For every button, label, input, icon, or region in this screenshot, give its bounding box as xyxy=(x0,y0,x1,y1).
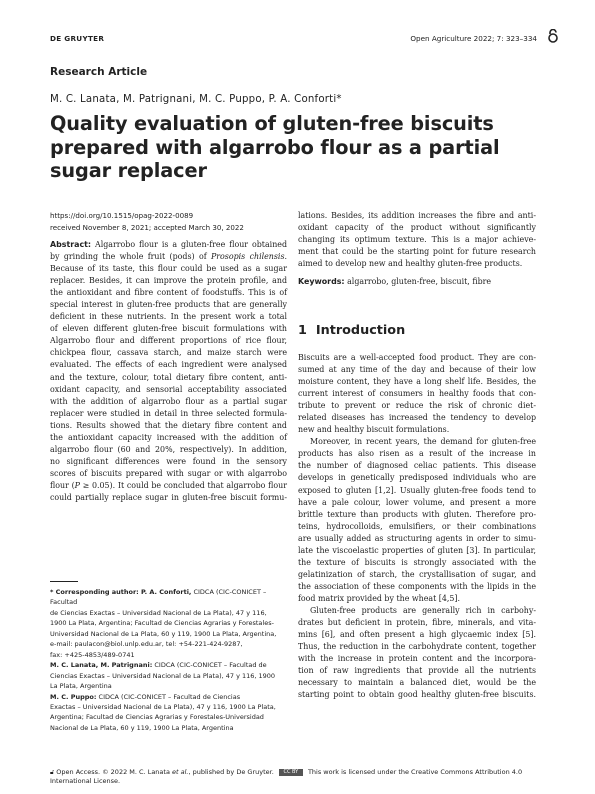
intro-p1-line: related diseases has increased the tendency to develop xyxy=(298,413,536,423)
abstract-continued-line: ment that could be the starting point for future research xyxy=(298,247,536,257)
abstract-continued xyxy=(298,210,536,288)
article-title: Quality evaluation of gluten-free biscuits prepared with algarrobo flour as a partial sugar replacer xyxy=(50,112,500,182)
abstract-continued-line: oxidant capacity of the product without significantly xyxy=(298,223,536,233)
intro-p2-line: food matrix provided by the wheat [4,5]. xyxy=(298,593,460,603)
license-footer: 🔓︎ Open Access. © 2022 M. C. Lanata et al., published by De Gruyter. CC BY This work is licensed under the Creative Commons Attribution 4.0 International License. xyxy=(50,768,523,785)
abstract-line: deficient in these nutrients. In the present work a total xyxy=(50,312,287,322)
abstract-line: Because of its taste, this flour could be used as a sugar xyxy=(50,264,287,274)
abstract-body xyxy=(50,251,287,504)
abstract-line: replacer. Besides, it can improve the protein profile, and xyxy=(50,276,287,286)
cc-by-badge[interactable]: CC BY xyxy=(279,769,303,776)
intro-p2-line: the association of these components with the lipids in the xyxy=(298,581,536,591)
intro-p1-line: new and healthy biscuit formulations. xyxy=(298,425,450,435)
publisher-logo: DE GRUYTER xyxy=(50,34,105,43)
abstract-continued-line: aimed to develop new and healthy gluten-free products. xyxy=(298,259,523,269)
abstract-line: chickpea flour, cassava starch, and maize starch were xyxy=(50,348,287,358)
intro-p1-line: sumed at any time of the day and because of their low xyxy=(298,365,536,375)
intro-p3-line: tion of raw ingredients that provide all the nutrients xyxy=(298,666,536,676)
footnote-authors-2: M. C. Puppo: CIDCA (CIC-CONICET – Facultad de Ciencias Exactas – Universidad Nacional de La Plata), 47 y 116, 1900 La Plata, Argentina; Facultad de Ciencias Agrarias y Forestales-Universidad Nacional de La Plata, 60 y 119, 1900 La Plata, Argentina xyxy=(50,692,276,732)
abstract-line: evaluated. The effects of each ingredient were analysed xyxy=(50,360,287,370)
abstract-continued-line: lations. Besides, its addition increases the fibre and anti- xyxy=(298,211,536,220)
abstract-line: oxidant capacity, and sensorial acceptability associated xyxy=(50,384,287,394)
abstract-line: and the texture, colour, total dietary fibre content, anti- xyxy=(50,372,287,382)
footnote-divider xyxy=(50,581,78,582)
open-access-icon xyxy=(547,29,559,43)
intro-p3-line: with the increase in protein content and the incorpora- xyxy=(298,654,536,664)
keywords-label: Keywords: xyxy=(298,277,345,287)
intro-p1-line: tribute to prevent or reduce the risk of chronic diet- xyxy=(298,401,536,411)
received-dates: received November 8, 2021; accepted March 30, 2022 xyxy=(50,223,244,232)
footnote-authors-1: M. C. Lanata, M. Patrignani: CIDCA (CIC-CONICET – Facultad de Ciencias Exactas – Universidad Nacional de La Plata), 47 y 116, 1900 La Plata, Argentina xyxy=(50,661,276,691)
section-heading: 1 Introduction xyxy=(298,323,406,338)
abstract-line: algarrobo flour (60 and 20%, respectively). In addition, xyxy=(50,444,287,454)
doi-link[interactable]: https://doi.org/10.1515/opag-2022-0089 xyxy=(50,211,194,220)
intro-p2-line: the texture of biscuits is strongly associated with the xyxy=(298,557,536,567)
intro-p2-line: brittle texture than products with gluten. Therefore pro- xyxy=(298,509,536,519)
abstract-line: the antioxidant capacity increased with the addition of xyxy=(50,432,287,442)
abstract-line: no significant differences were found in the sensory xyxy=(50,456,287,466)
intro-p1-line: moisture content, they have a long shelf life. Besides, the xyxy=(298,377,536,387)
intro-p2-line: teins, hydrocolloids, emulsifiers, or their combinations xyxy=(298,521,536,531)
intro-p2-line: Moreover, in recent years, the demand for gluten-free xyxy=(310,437,536,447)
abstract-continued-body xyxy=(298,210,536,270)
abstract-line: could partially replace sugar in gluten-free biscuit formu- xyxy=(50,492,287,502)
abstract-label: Abstract: xyxy=(50,240,92,249)
abstract-line-0: Abstract: Algarrobo flour is a gluten-free flour obtained xyxy=(50,240,287,249)
keywords xyxy=(298,276,536,288)
intro-p2-line: gelatinization of starch, the crystallisation of sugar, and xyxy=(298,569,536,579)
intro-p3-line: Thus, the reduction in the carbohydrate content, together xyxy=(298,642,536,652)
abstract-line: replacer were studied in detail in three selected formula- xyxy=(50,408,287,418)
intro-p3-line: Gluten-free products are generally rich in carbohy- xyxy=(310,605,536,615)
footnotes xyxy=(50,587,287,733)
intro-p2-line: the number of diagnosed celiac patients. This disease xyxy=(298,461,536,471)
open-access-small-icon: 🔓︎ xyxy=(50,768,55,776)
intro-p2-line: are usually added as structuring agents in order to simu- xyxy=(298,533,536,543)
abstract xyxy=(50,239,287,504)
article-type: Research Article xyxy=(50,66,148,78)
intro-p1-line: Biscuits are a well-accepted food product. They are con- xyxy=(298,353,536,362)
intro-p2-line: develops in genetically predisposed individuals who are xyxy=(298,473,536,483)
abstract-line: flour (P ≥ 0.05). It could be concluded that algarrobo flour xyxy=(50,480,287,490)
journal-citation: Open Agriculture 2022; 7: 323–334 xyxy=(410,34,537,43)
intro-paragraph-3 xyxy=(298,605,536,701)
intro-p3-line: necessary to maintain a balanced diet, would be the xyxy=(298,678,536,688)
abstract-line: scores of biscuits prepared with sugar or with algarrobo xyxy=(50,468,287,478)
abstract-line: special interest in gluten-free products that are generally xyxy=(50,300,287,310)
intro-p3-line: drates but deficient in protein, fibre, minerals, and vita- xyxy=(298,618,536,628)
intro-p2-line: late the viscoelastic properties of gluten [3]. In particular, xyxy=(298,545,536,555)
intro-p1-line: current interest of consumers in healthy foods that con- xyxy=(298,389,536,399)
intro-paragraph-1 xyxy=(298,352,536,436)
intro-p2-line: exposed to gluten [1,2]. Usually gluten-free foods tend to xyxy=(298,485,536,495)
abstract-continued-line: changing its optimum texture. This is a major achieve- xyxy=(298,235,536,245)
intro-paragraph-2 xyxy=(298,436,536,605)
abstract-line: by grinding the whole fruit (pods) of Prosopis chilensis. xyxy=(50,252,288,262)
footnote-corresponding-author: * Corresponding author: P. A. Conforti, CIDCA (CIC-CONICET – Facultad de Ciencias Exactas – Universidad Nacional de La Plata), 47 y 116, 1900 La Plata, Argentina; Facultad de Ciencias Agrarias y Forestales- Universidad Nacional de La Plata, 60 y 119, 1900 La Plata, Argentina, e-mail: paulacon@biol.unlp.edu.ar, tel: +54-221-424-9287, fax: +425-4853/489-0741 xyxy=(50,588,277,659)
keywords-text: algarrobo, gluten-free, biscuit, fibre xyxy=(347,277,492,287)
abstract-line: tions. Results showed that the dietary fibre content and xyxy=(50,420,287,430)
intro-p2-line: have a pale colour, lower volume, and present a more xyxy=(298,497,536,507)
author-list: M. C. Lanata, M. Patrignani, M. C. Puppo, P. A. Conforti* xyxy=(50,94,342,105)
intro-p3-line: mins [6], and often present a high glycaemic index [5]. xyxy=(298,630,536,640)
intro-p2-line: products has also risen as a result of the increase in xyxy=(298,449,536,459)
abstract-line: with the addition of algarrobo flour as a partial sugar xyxy=(50,396,287,406)
introduction-body xyxy=(298,352,536,701)
intro-p3-line: starting point to obtain good healthy gluten-free biscuits. xyxy=(298,690,536,700)
abstract-line: the antioxidant and fibre content of foodstuffs. This is of xyxy=(50,288,287,298)
abstract-line: of eleven different gluten-free biscuit formulations with xyxy=(50,324,287,334)
abstract-line: Algarrobo flour and different proportions of rice flour, xyxy=(50,336,287,346)
